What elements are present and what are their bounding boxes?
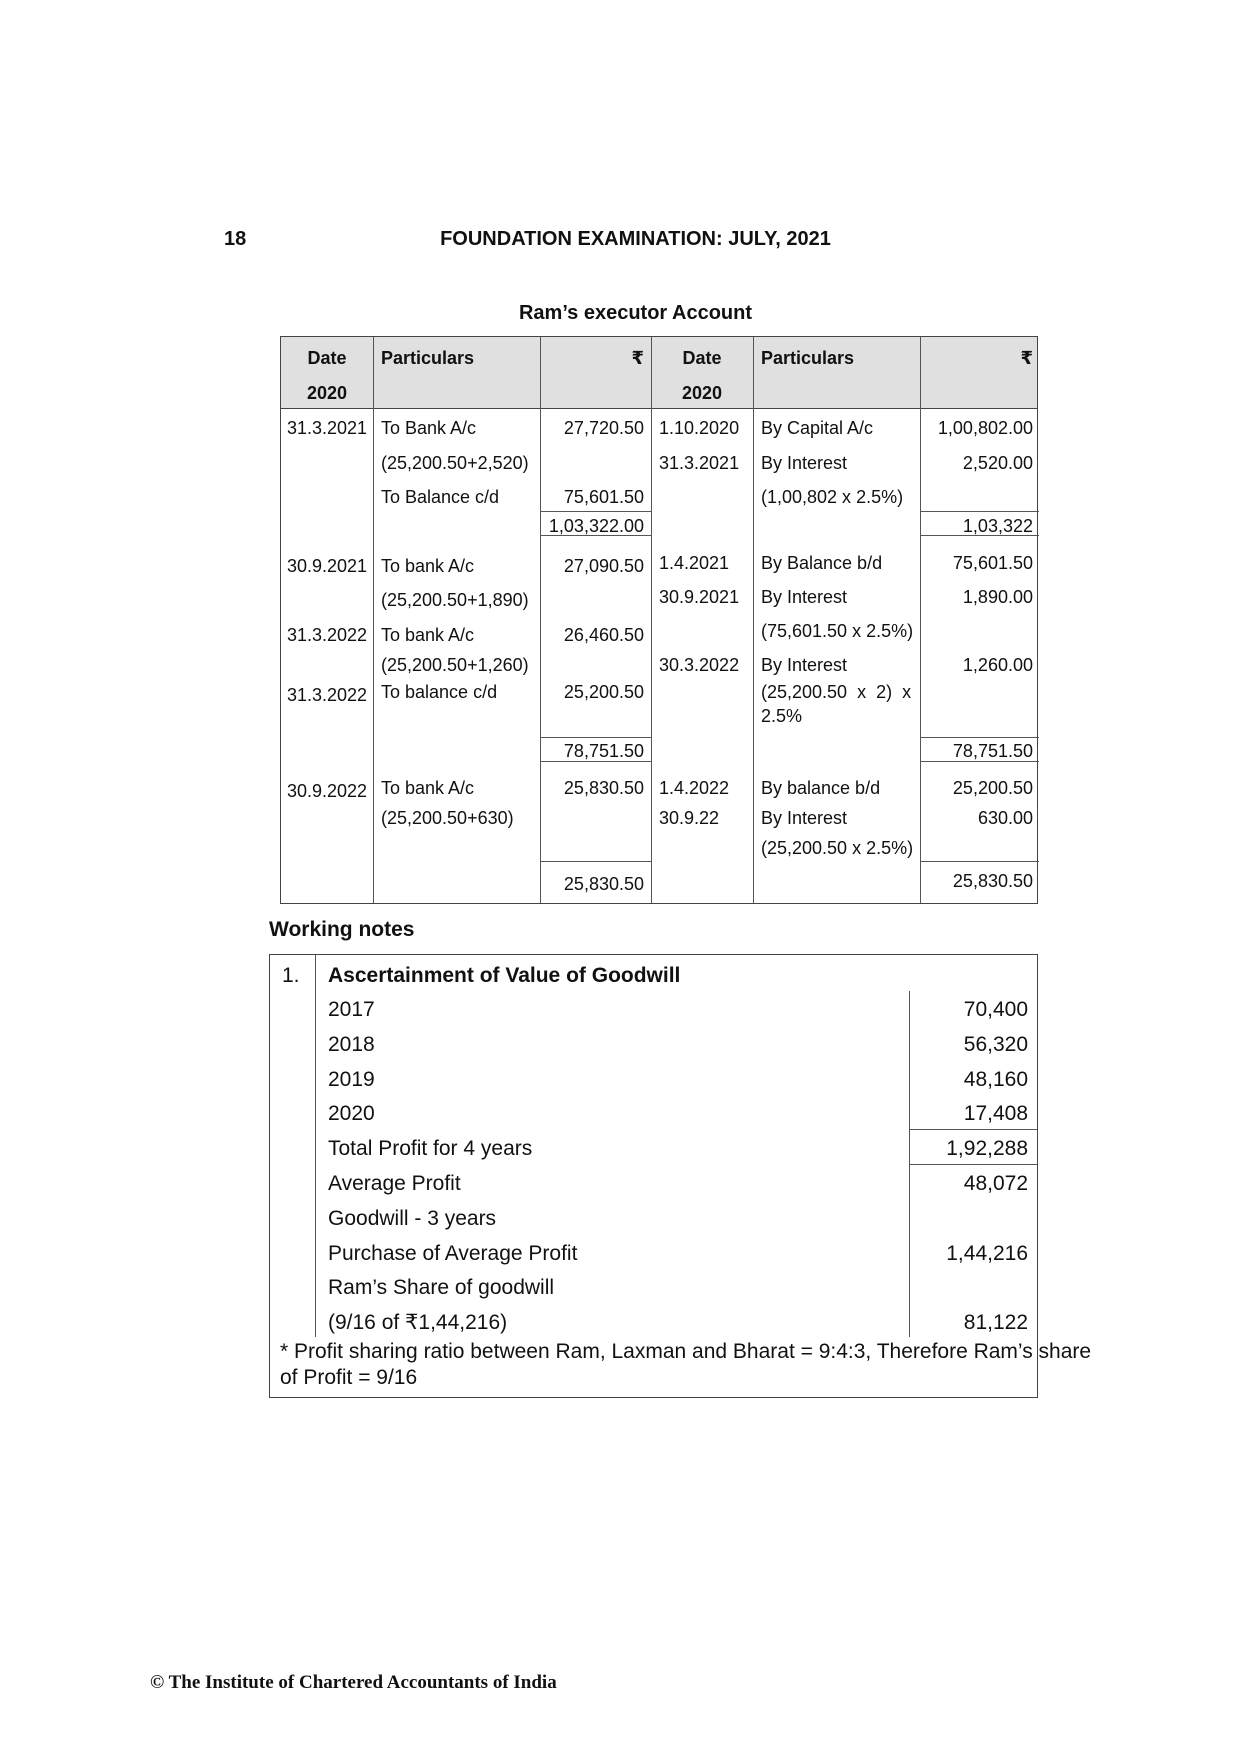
debit-amount: 75,601.50 [563, 487, 644, 507]
note-row-label: (9/16 of ₹1,44,216) [328, 1311, 508, 1334]
credit-particulars: By Interest [761, 655, 848, 675]
debit-date: 30.9.2021 [286, 556, 368, 576]
credit-date: 1.4.2022 [659, 778, 730, 798]
credit-particulars: 2.5% [761, 706, 803, 726]
debit-date: 31.3.2021 [286, 418, 368, 438]
debit-total: 1,03,322.00 [548, 516, 644, 536]
note-row-label: 2018 [328, 1033, 375, 1056]
col-date-right: Date [682, 348, 722, 368]
note-number: 1. [282, 964, 300, 987]
credit-total: 1,03,322 [962, 516, 1033, 536]
credit-particulars: (75,601.50 x 2.5%) [761, 621, 914, 641]
note-row-label: 2019 [328, 1068, 375, 1091]
credit-date: 30.3.2022 [659, 655, 740, 675]
debit-particulars: To bank A/c [381, 625, 475, 645]
col-particulars-right: Particulars [761, 348, 855, 368]
debit-total: 25,830.50 [563, 874, 644, 894]
debit-date: 30.9.2022 [286, 781, 368, 801]
credit-date: 30.9.22 [659, 808, 720, 828]
note-row-label: 2020 [328, 1102, 375, 1125]
debit-particulars: To Balance c/d [381, 487, 500, 507]
debit-particulars: To bank A/c [381, 778, 475, 798]
credit-date: 31.3.2021 [659, 453, 740, 473]
debit-particulars: (25,200.50+2,520) [381, 453, 529, 473]
credit-date: 1.4.2021 [659, 553, 730, 573]
note-row-value: 1,92,288 [946, 1137, 1028, 1160]
col-amount-left: ₹ [631, 348, 644, 368]
working-notes-title: Working notes [269, 918, 415, 941]
note-row-value: 70,400 [963, 998, 1028, 1021]
debit-date: 31.3.2022 [286, 685, 368, 705]
credit-particulars: By Interest [761, 587, 848, 607]
page-header-title: FOUNDATION EXAMINATION: JULY, 2021 [440, 228, 831, 250]
page-number: 18 [224, 228, 247, 250]
debit-amount: 25,830.50 [563, 778, 644, 798]
col-year-right: 2020 [681, 383, 723, 403]
debit-particulars: (25,200.50+630) [381, 808, 514, 828]
note-row-value: 1,44,216 [946, 1242, 1028, 1265]
credit-total: 25,830.50 [952, 871, 1033, 891]
credit-amount: 630.00 [977, 808, 1033, 828]
credit-amount: 1,890.00 [962, 587, 1033, 607]
debit-particulars: (25,200.50+1,260) [381, 655, 529, 675]
credit-particulars: By Interest [761, 453, 848, 473]
debit-particulars: To bank A/c [381, 556, 475, 576]
note-row-label: 2017 [328, 998, 375, 1021]
executor-account-table [280, 336, 1038, 904]
credit-amount: 1,00,802.00 [937, 418, 1033, 438]
debit-particulars: To balance c/d [381, 682, 498, 702]
credit-particulars: By balance b/d [761, 778, 881, 798]
note-row-label: Average Profit [328, 1172, 461, 1195]
debit-total: 78,751.50 [563, 741, 644, 761]
note-row-label: Purchase of Average Profit [328, 1242, 578, 1265]
note-row-label: Total Profit for 4 years [328, 1137, 533, 1160]
credit-particulars: (1,00,802 x 2.5%) [761, 487, 904, 507]
debit-amount: 27,090.50 [563, 556, 644, 576]
account-title: Ram’s executor Account [518, 302, 753, 324]
col-amount-right: ₹ [1020, 348, 1033, 368]
note-row-value: 48,072 [963, 1172, 1028, 1195]
debit-particulars: To Bank A/c [381, 418, 477, 438]
credit-amount: 75,601.50 [952, 553, 1033, 573]
credit-particulars: By Capital A/c [761, 418, 874, 438]
credit-particulars: (25,200.50 x 2.5%) [761, 838, 914, 858]
col-year-left: 2020 [306, 383, 348, 403]
col-date-left: Date [307, 348, 347, 368]
note-row-value: 17,408 [963, 1102, 1028, 1125]
credit-date: 30.9.2021 [659, 587, 740, 607]
credit-amount: 1,260.00 [962, 655, 1033, 675]
debit-particulars: (25,200.50+1,890) [381, 590, 529, 610]
note-heading: Ascertainment of Value of Goodwill [328, 964, 681, 987]
debit-amount: 25,200.50 [563, 682, 644, 702]
debit-date: 31.3.2022 [286, 625, 368, 645]
credit-particulars: By Balance b/d [761, 553, 883, 573]
working-notes-table [269, 954, 1092, 1398]
credit-amount: 2,520.00 [962, 453, 1033, 473]
debit-amount: 27,720.50 [563, 418, 644, 438]
note-row-value: 56,320 [963, 1033, 1028, 1056]
note-row-value: 48,160 [963, 1068, 1028, 1091]
credit-amount: 25,200.50 [952, 778, 1033, 798]
credit-date: 1.10.2020 [659, 418, 740, 438]
credit-total: 78,751.50 [952, 741, 1033, 761]
col-particulars-left: Particulars [381, 348, 475, 368]
debit-amount: 26,460.50 [563, 625, 644, 645]
credit-particulars: By Interest [761, 808, 848, 828]
credit-particulars: (25,200.50 x 2) x [761, 682, 912, 702]
note-row-value: 81,122 [963, 1311, 1028, 1334]
note-row-label: Goodwill - 3 years [328, 1207, 497, 1230]
note-row-label: Ram’s Share of goodwill [328, 1276, 555, 1299]
footnote-line: * Profit sharing ratio between Ram, Laxman and Bharat = 9:4:3, Therefore Ram’s share [280, 1340, 1092, 1363]
footnote-line: of Profit = 9/16 [280, 1366, 418, 1389]
copyright-footer: © The Institute of Chartered Accountants of India [150, 1672, 557, 1693]
